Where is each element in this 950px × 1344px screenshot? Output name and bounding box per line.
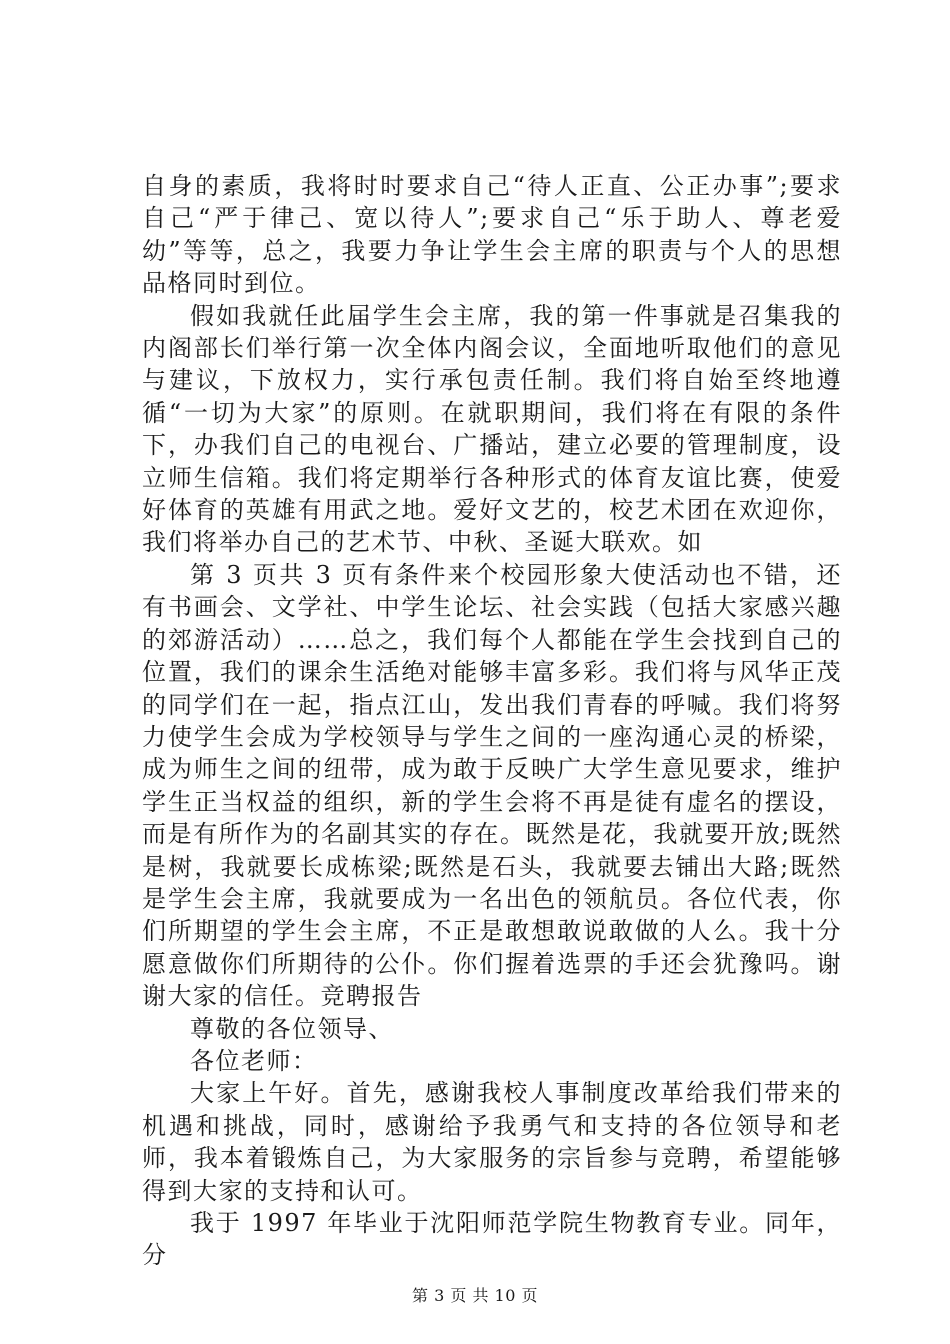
document-body <box>142 170 842 1272</box>
paragraph-5: 各位老师： <box>190 1046 318 1075</box>
page-number-label: 第 3 页 共 10 页 <box>412 1286 538 1305</box>
paragraph-1: 自身的素质，我将时时要求自己“待人正直、公正办事”;要求自己“严于律己、宽以待人”;要求自己“乐于助人、尊老爱幼”等等，总之，我要力争让学生会主席的职责与个人的思想品格同时到位。 <box>142 172 842 298</box>
paragraph-3: 第 3 页共 3 页有条件来个校园形象大使活动也不错，还有书画会、文学社、中学生论坛、社会实践（包括大家感兴趣的郊游活动）……总之，我们每个人都能在学生会找到自己的位置，我们的课余生活绝对能够丰富多彩。我们将与风华正茂的同学们在一起，指点江山，发出我们青春的呼喊。我们将努力使学生会成为学校领导与学生之间的一座沟通心灵的桥梁，成为师生之间的纽带，成为敢于反映广大学生意见要求，维护学生正当权益的组织，新的学生会将不再是徒有虚名的摆设，而是有所作为的名副其实的存在。既然是花，我就要开放;既然是树，我就要长成栋梁;既然是石头，我就要去铺出大路;既然是学生会主席，我就要成为一名出色的领航员。各位代表，你们所期望的学生会主席，不正是敢想敢说敢做的人么。我十分愿意做你们所期待的公仆。你们握着选票的手还会犹豫吗。谢谢大家的信任。竞聘报告 <box>142 560 842 1011</box>
paragraph-4: 尊敬的各位领导、 <box>190 1014 394 1043</box>
page-footer <box>0 1286 950 1306</box>
paragraph-2: 假如我就任此届学生会主席，我的第一件事就是召集我的内阁部长们举行第一次全体内阁会议，全面地听取他们的意见与建议，下放权力，实行承包责任制。我们将自始至终地遵循“一切为大家”的原则。在就职期间，我们将在有限的条件下，办我们自己的电视台、广播站，建立必要的管理制度，设立师生信箱。我们将定期举行各种形式的体育友谊比赛，使爱好体育的英雄有用武之地。爱好文艺的，校艺术团在欢迎你，我们将举办自己的艺术节、中秋、圣诞大联欢。如 <box>142 301 842 557</box>
paragraph-6: 大家上午好。首先，感谢我校人事制度改革给我们带来的机遇和挑战，同时，感谢给予我勇气和支持的各位领导和老师，我本着锻炼自己，为大家服务的宗旨参与竞聘，希望能够得到大家的支持和认可。 <box>142 1079 842 1205</box>
paragraph-7: 我于 1997 年毕业于沈阳师范学院生物教育专业。同年，分 <box>142 1209 842 1270</box>
